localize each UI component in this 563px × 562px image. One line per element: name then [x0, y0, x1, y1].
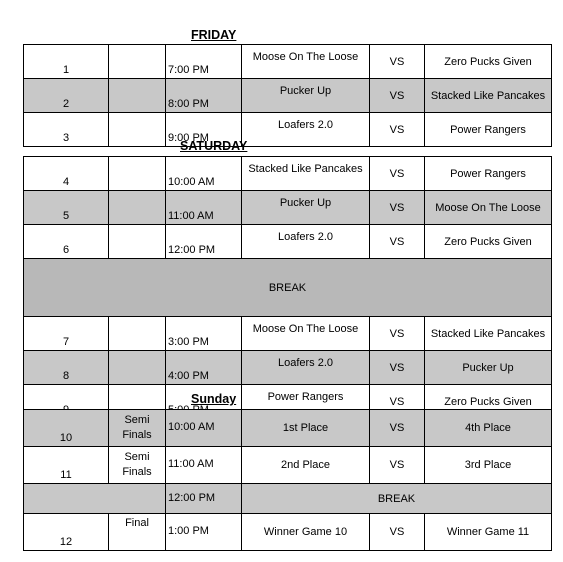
home-team: Moose On The Loose [242, 317, 370, 351]
game-note [109, 45, 166, 79]
table-row [24, 157, 552, 191]
away-team: Stacked Like Pancakes [425, 79, 552, 113]
away-team: Power Rangers [425, 157, 552, 191]
versus-label: VS [370, 447, 425, 484]
saturday-schedule-table [23, 156, 552, 419]
away-team: Winner Game 11 [425, 514, 552, 551]
game-number: 2 [24, 79, 109, 113]
game-time: 11:00 AM [166, 447, 242, 484]
game-number: 5 [24, 191, 109, 225]
friday-schedule-table [23, 44, 552, 147]
away-team: Power Rangers [425, 113, 552, 147]
versus-label: VS [370, 45, 425, 79]
home-team: Pucker Up [242, 191, 370, 225]
versus-label: VS [370, 225, 425, 259]
game-note [109, 317, 166, 351]
game-time: 11:00 AM [166, 191, 242, 225]
versus-label: VS [370, 385, 425, 419]
table-row [24, 514, 552, 551]
home-team: Winner Game 10 [242, 514, 370, 551]
away-team: Stacked Like Pancakes [425, 317, 552, 351]
table-row [24, 113, 552, 147]
game-number: 1 [24, 45, 109, 79]
game-note: Semi Finals [109, 447, 166, 484]
table-row [24, 351, 552, 385]
away-team: 4th Place [425, 410, 552, 447]
break-label: BREAK [24, 259, 552, 317]
break-label: BREAK [242, 484, 552, 514]
sunday-schedule-table [23, 409, 552, 551]
break-row [24, 484, 552, 514]
table-row [24, 317, 552, 351]
game-note [109, 157, 166, 191]
game-number: 8 [24, 351, 109, 385]
versus-label: VS [370, 514, 425, 551]
game-number: 4 [24, 157, 109, 191]
home-team: Pucker Up [242, 79, 370, 113]
day-header-saturday: SATURDAY [180, 139, 248, 153]
versus-label: VS [370, 317, 425, 351]
away-team: 3rd Place [425, 447, 552, 484]
home-team: Moose On The Loose [242, 45, 370, 79]
home-team: Power Rangers [242, 385, 370, 419]
game-number: 7 [24, 317, 109, 351]
versus-label: VS [370, 79, 425, 113]
break-row [24, 259, 552, 317]
table-row [24, 79, 552, 113]
game-time: 4:00 PM [166, 351, 242, 385]
home-team: Loafers 2.0 [242, 113, 370, 147]
game-time: 1:00 PM [166, 514, 242, 551]
break-spacer [24, 484, 166, 514]
table-row [24, 410, 552, 447]
day-header-friday: FRIDAY [191, 28, 237, 42]
versus-label: VS [370, 410, 425, 447]
game-number: 10 [24, 410, 109, 447]
versus-label: VS [370, 191, 425, 225]
game-time: 7:00 PM [166, 45, 242, 79]
table-row [24, 45, 552, 79]
game-note: Semi Finals [109, 410, 166, 447]
away-team: Zero Pucks Given [425, 225, 552, 259]
break-time: 12:00 PM [166, 484, 242, 514]
game-time: 8:00 PM [166, 79, 242, 113]
versus-label: VS [370, 351, 425, 385]
game-note [109, 191, 166, 225]
game-time: 9:00 PM [166, 113, 242, 147]
away-team: Zero Pucks Given [425, 385, 552, 419]
table-row [24, 225, 552, 259]
game-note [109, 225, 166, 259]
game-number: 6 [24, 225, 109, 259]
game-note [109, 79, 166, 113]
game-note [109, 113, 166, 147]
versus-label: VS [370, 113, 425, 147]
away-team: Zero Pucks Given [425, 45, 552, 79]
game-time: 3:00 PM [166, 317, 242, 351]
home-team: 2nd Place [242, 447, 370, 484]
table-row [24, 191, 552, 225]
game-number: 11 [24, 447, 109, 484]
home-team: Stacked Like Pancakes [242, 157, 370, 191]
game-number: 12 [24, 514, 109, 551]
game-note: Final [109, 514, 166, 551]
game-note [109, 351, 166, 385]
day-header-sunday: Sunday [191, 392, 237, 406]
away-team: Moose On The Loose [425, 191, 552, 225]
game-time: 12:00 PM [166, 225, 242, 259]
game-number: 3 [24, 113, 109, 147]
game-time: 10:00 AM [166, 157, 242, 191]
versus-label: VS [370, 157, 425, 191]
home-team: Loafers 2.0 [242, 351, 370, 385]
game-time: 10:00 AM [166, 410, 242, 447]
away-team: Pucker Up [425, 351, 552, 385]
home-team: 1st Place [242, 410, 370, 447]
home-team: Loafers 2.0 [242, 225, 370, 259]
table-row [24, 447, 552, 484]
